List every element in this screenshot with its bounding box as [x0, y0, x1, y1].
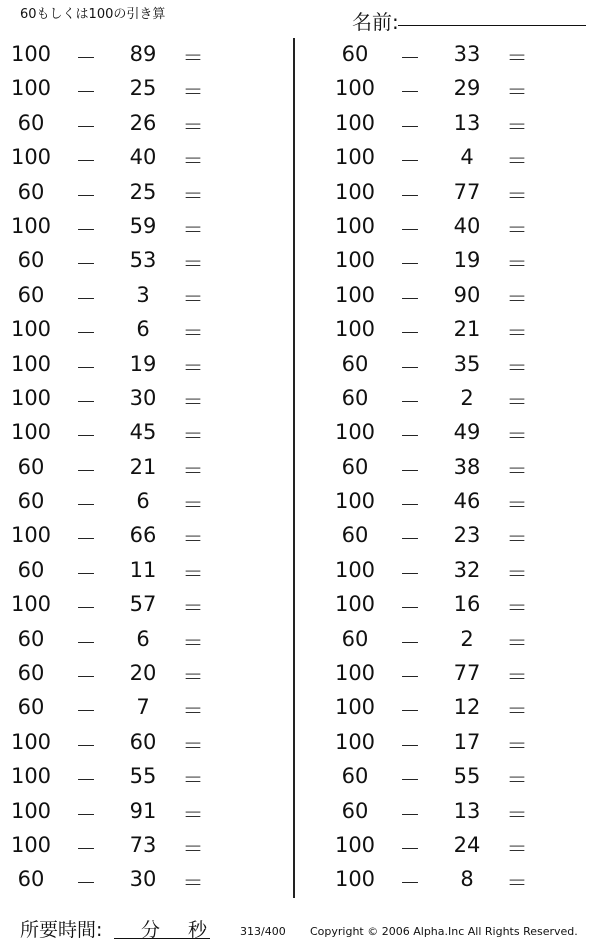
- subtrahend: 6: [136, 317, 150, 342]
- subtrahend: 30: [129, 867, 157, 892]
- equals-sign: ＝: [182, 493, 204, 518]
- equals-sign: ＝: [506, 217, 528, 242]
- minuend: 100: [334, 248, 376, 273]
- minuend: 60: [17, 867, 45, 892]
- problem-row: [0, 72, 240, 106]
- problem-row: [324, 863, 564, 897]
- problem-row: [324, 795, 564, 829]
- subtrahend: 6: [136, 489, 150, 514]
- minus-sign: －: [399, 355, 421, 380]
- equals-sign: ＝: [506, 665, 528, 690]
- problem-row: [324, 279, 564, 313]
- minuend: 100: [334, 729, 376, 754]
- minus-sign: －: [75, 768, 97, 793]
- minus-sign: －: [399, 802, 421, 827]
- minuend: 100: [334, 661, 376, 686]
- equals-sign: ＝: [506, 114, 528, 139]
- equals-sign: ＝: [182, 355, 204, 380]
- equals-sign: ＝: [506, 321, 528, 346]
- problem-row: [0, 863, 240, 897]
- problem-row: [324, 382, 564, 416]
- minus-sign: －: [399, 493, 421, 518]
- equals-sign: ＝: [506, 493, 528, 518]
- minus-sign: －: [75, 424, 97, 449]
- problem-row: [324, 313, 564, 347]
- problem-row: [0, 519, 240, 553]
- problem-row: [324, 657, 564, 691]
- minus-sign: －: [75, 493, 97, 518]
- subtrahend: 23: [453, 523, 481, 548]
- problem-row: [0, 554, 240, 588]
- minuend: 100: [334, 110, 376, 135]
- minuend: 100: [334, 213, 376, 238]
- minuend: 100: [10, 42, 52, 66]
- minuend: 100: [10, 145, 52, 170]
- minus-sign: －: [75, 596, 97, 621]
- minuend: 100: [334, 179, 376, 204]
- worksheet-title: 60もしくは100の引き算: [20, 7, 166, 22]
- problem-row: [324, 348, 564, 382]
- equals-sign: ＝: [506, 699, 528, 724]
- minuend: 60: [341, 454, 369, 479]
- equals-sign: ＝: [506, 389, 528, 414]
- equals-sign: ＝: [182, 630, 204, 655]
- minuend: 100: [10, 420, 52, 445]
- minuend: 60: [17, 454, 45, 479]
- minuend: 100: [10, 385, 52, 410]
- subtrahend: 53: [129, 248, 157, 273]
- minuend: 100: [334, 832, 376, 857]
- problem-row: [0, 348, 240, 382]
- equals-sign: ＝: [182, 561, 204, 586]
- problem-row: [0, 313, 240, 347]
- subtrahend: 60: [129, 729, 157, 754]
- equals-sign: ＝: [182, 802, 204, 827]
- problem-row: [0, 176, 240, 210]
- minuend: 100: [334, 557, 376, 582]
- problem-row: [324, 726, 564, 760]
- equals-sign: ＝: [506, 836, 528, 861]
- problem-row: [324, 623, 564, 657]
- minuend: 60: [17, 179, 45, 204]
- equals-sign: ＝: [506, 630, 528, 655]
- subtrahend: 46: [453, 489, 481, 514]
- problem-row: [324, 588, 564, 622]
- equals-sign: ＝: [506, 252, 528, 277]
- equals-sign: ＝: [182, 149, 204, 174]
- problem-row: [0, 657, 240, 691]
- right-problem-column: [324, 38, 564, 898]
- equals-sign: ＝: [182, 458, 204, 483]
- minus-sign: －: [75, 699, 97, 724]
- minuend: 60: [17, 110, 45, 135]
- minus-sign: －: [75, 836, 97, 861]
- equals-sign: ＝: [182, 596, 204, 621]
- minuend: 100: [334, 695, 376, 720]
- minus-sign: －: [399, 458, 421, 483]
- minuend: 60: [17, 248, 45, 273]
- problem-row: [0, 141, 240, 175]
- equals-sign: ＝: [506, 286, 528, 311]
- subtrahend: 13: [453, 110, 481, 135]
- minuend: 100: [10, 832, 52, 857]
- subtrahend: 35: [453, 351, 481, 376]
- minus-sign: －: [399, 665, 421, 690]
- minus-sign: －: [399, 699, 421, 724]
- subtrahend: 17: [453, 729, 481, 754]
- problem-row: [324, 107, 564, 141]
- problem-row: [0, 588, 240, 622]
- minus-sign: －: [399, 733, 421, 758]
- minus-sign: －: [75, 389, 97, 414]
- subtrahend: 20: [129, 661, 157, 686]
- minuend: 100: [334, 76, 376, 101]
- minus-sign: －: [75, 871, 97, 896]
- subtrahend: 16: [453, 592, 481, 617]
- equals-sign: ＝: [506, 149, 528, 174]
- subtrahend: 2: [460, 385, 474, 410]
- minuend: 60: [341, 385, 369, 410]
- problem-row: [324, 760, 564, 794]
- subtrahend: 21: [129, 454, 157, 479]
- name-field-line: [398, 25, 586, 26]
- minus-sign: －: [399, 114, 421, 139]
- minus-sign: －: [75, 46, 97, 70]
- problem-row: [324, 519, 564, 553]
- minus-sign: －: [75, 802, 97, 827]
- minuend: 100: [334, 145, 376, 170]
- equals-sign: ＝: [182, 389, 204, 414]
- subtrahend: 21: [453, 317, 481, 342]
- minus-sign: －: [399, 321, 421, 346]
- minus-sign: －: [399, 183, 421, 208]
- minus-sign: －: [399, 46, 421, 70]
- minus-sign: －: [75, 321, 97, 346]
- minuend: 100: [10, 76, 52, 101]
- problem-row: [0, 382, 240, 416]
- page-number: 313/400: [240, 925, 286, 938]
- minuend: 60: [17, 661, 45, 686]
- minus-sign: －: [75, 252, 97, 277]
- problem-row: [324, 141, 564, 175]
- subtrahend: 19: [453, 248, 481, 273]
- subtrahend: 49: [453, 420, 481, 445]
- minus-sign: －: [399, 768, 421, 793]
- problem-row: [0, 107, 240, 141]
- subtrahend: 33: [453, 42, 481, 66]
- minus-sign: －: [75, 355, 97, 380]
- equals-sign: ＝: [182, 733, 204, 758]
- subtrahend: 6: [136, 626, 150, 651]
- minutes-label: 分: [141, 919, 161, 941]
- subtrahend: 32: [453, 557, 481, 582]
- minuend: 60: [341, 42, 369, 66]
- minus-sign: －: [75, 665, 97, 690]
- problem-row: [324, 176, 564, 210]
- subtrahend: 30: [129, 385, 157, 410]
- subtrahend: 8: [460, 867, 474, 892]
- equals-sign: ＝: [182, 114, 204, 139]
- subtrahend: 2: [460, 626, 474, 651]
- subtrahend: 55: [129, 764, 157, 789]
- left-problem-column: [0, 38, 240, 898]
- equals-sign: ＝: [182, 424, 204, 449]
- minus-sign: －: [399, 630, 421, 655]
- subtrahend: 89: [129, 42, 157, 66]
- minuend: 60: [17, 557, 45, 582]
- minuend: 60: [341, 764, 369, 789]
- problem-row: [0, 829, 240, 863]
- minuend: 100: [10, 729, 52, 754]
- equals-sign: ＝: [182, 286, 204, 311]
- equals-sign: ＝: [182, 836, 204, 861]
- problem-row: [0, 244, 240, 278]
- equals-sign: ＝: [506, 561, 528, 586]
- subtrahend: 25: [129, 179, 157, 204]
- minus-sign: －: [75, 458, 97, 483]
- equals-sign: ＝: [182, 80, 204, 105]
- seconds-label: 秒: [188, 919, 208, 941]
- subtrahend: 13: [453, 798, 481, 823]
- equals-sign: ＝: [506, 768, 528, 793]
- minuend: 60: [341, 351, 369, 376]
- equals-sign: ＝: [506, 80, 528, 105]
- equals-sign: ＝: [182, 665, 204, 690]
- minus-sign: －: [399, 871, 421, 896]
- minus-sign: －: [75, 527, 97, 552]
- equals-sign: ＝: [506, 355, 528, 380]
- equals-sign: ＝: [506, 802, 528, 827]
- minuend: 100: [10, 523, 52, 548]
- minus-sign: －: [399, 561, 421, 586]
- subtrahend: 11: [129, 557, 157, 582]
- subtrahend: 55: [453, 764, 481, 789]
- subtrahend: 12: [453, 695, 481, 720]
- subtrahend: 29: [453, 76, 481, 101]
- problem-row: [324, 829, 564, 863]
- subtrahend: 73: [129, 832, 157, 857]
- minus-sign: －: [399, 252, 421, 277]
- minus-sign: －: [399, 80, 421, 105]
- minus-sign: －: [399, 389, 421, 414]
- problem-row: [0, 691, 240, 725]
- subtrahend: 25: [129, 76, 157, 101]
- copyright-text: Copyright © 2006 Alpha.Inc All Rights Reserved.: [310, 925, 578, 938]
- problem-row: [0, 38, 240, 72]
- problem-row: [324, 38, 564, 72]
- subtrahend: 91: [129, 798, 157, 823]
- minus-sign: －: [75, 561, 97, 586]
- subtrahend: 59: [129, 213, 157, 238]
- minus-sign: －: [399, 149, 421, 174]
- minuend: 60: [17, 626, 45, 651]
- minuend: 100: [10, 764, 52, 789]
- subtrahend: 45: [129, 420, 157, 445]
- problem-row: [324, 691, 564, 725]
- minuend: 100: [10, 213, 52, 238]
- minuend: 100: [334, 867, 376, 892]
- equals-sign: ＝: [506, 733, 528, 758]
- equals-sign: ＝: [506, 458, 528, 483]
- minuend: 100: [334, 592, 376, 617]
- name-label: 名前:: [352, 10, 399, 34]
- subtrahend: 40: [129, 145, 157, 170]
- minuend: 100: [334, 317, 376, 342]
- minuend: 100: [10, 317, 52, 342]
- equals-sign: ＝: [506, 183, 528, 208]
- subtrahend: 24: [453, 832, 481, 857]
- problem-row: [0, 485, 240, 519]
- minuend: 100: [334, 282, 376, 307]
- subtrahend: 19: [129, 351, 157, 376]
- problem-row: [0, 451, 240, 485]
- equals-sign: ＝: [182, 699, 204, 724]
- minus-sign: －: [399, 527, 421, 552]
- time-taken-label: 所要時間:: [20, 919, 103, 941]
- subtrahend: 57: [129, 592, 157, 617]
- problem-row: [324, 451, 564, 485]
- minuend: 60: [341, 523, 369, 548]
- minus-sign: －: [399, 217, 421, 242]
- equals-sign: ＝: [182, 217, 204, 242]
- problem-row: [324, 244, 564, 278]
- problem-row: [0, 210, 240, 244]
- minus-sign: －: [75, 286, 97, 311]
- minus-sign: －: [75, 733, 97, 758]
- minus-sign: －: [75, 217, 97, 242]
- equals-sign: ＝: [182, 321, 204, 346]
- equals-sign: ＝: [182, 871, 204, 896]
- equals-sign: ＝: [182, 46, 204, 70]
- minuend: 60: [17, 489, 45, 514]
- minus-sign: －: [399, 286, 421, 311]
- problem-row: [324, 485, 564, 519]
- minuend: 100: [10, 798, 52, 823]
- minus-sign: －: [75, 80, 97, 105]
- column-divider: [293, 38, 295, 898]
- problem-row: [0, 726, 240, 760]
- minus-sign: －: [399, 836, 421, 861]
- minus-sign: －: [399, 424, 421, 449]
- subtrahend: 66: [129, 523, 157, 548]
- equals-sign: ＝: [506, 527, 528, 552]
- problem-row: [324, 72, 564, 106]
- subtrahend: 38: [453, 454, 481, 479]
- subtrahend: 3: [136, 282, 150, 307]
- minuend: 100: [334, 420, 376, 445]
- minuend: 60: [17, 282, 45, 307]
- problem-row: [324, 416, 564, 450]
- minus-sign: －: [75, 114, 97, 139]
- minuend: 60: [341, 798, 369, 823]
- minus-sign: －: [75, 183, 97, 208]
- minuend: 60: [17, 695, 45, 720]
- equals-sign: ＝: [182, 768, 204, 793]
- minuend: 100: [10, 351, 52, 376]
- problem-row: [0, 795, 240, 829]
- problem-row: [324, 210, 564, 244]
- minuend: 100: [334, 489, 376, 514]
- problem-row: [0, 416, 240, 450]
- equals-sign: ＝: [182, 183, 204, 208]
- equals-sign: ＝: [182, 527, 204, 552]
- minus-sign: －: [75, 149, 97, 174]
- subtrahend: 26: [129, 110, 157, 135]
- subtrahend: 90: [453, 282, 481, 307]
- equals-sign: ＝: [506, 596, 528, 621]
- equals-sign: ＝: [182, 252, 204, 277]
- minuend: 100: [10, 592, 52, 617]
- subtrahend: 77: [453, 661, 481, 686]
- problem-row: [0, 623, 240, 657]
- subtrahend: 4: [460, 145, 474, 170]
- equals-sign: ＝: [506, 46, 528, 70]
- subtrahend: 40: [453, 213, 481, 238]
- subtrahend: 77: [453, 179, 481, 204]
- problem-row: [324, 554, 564, 588]
- minus-sign: －: [399, 596, 421, 621]
- problem-row: [0, 760, 240, 794]
- subtrahend: 7: [136, 695, 150, 720]
- minuend: 60: [341, 626, 369, 651]
- problem-row: [0, 279, 240, 313]
- minus-sign: －: [75, 630, 97, 655]
- equals-sign: ＝: [506, 424, 528, 449]
- equals-sign: ＝: [506, 871, 528, 896]
